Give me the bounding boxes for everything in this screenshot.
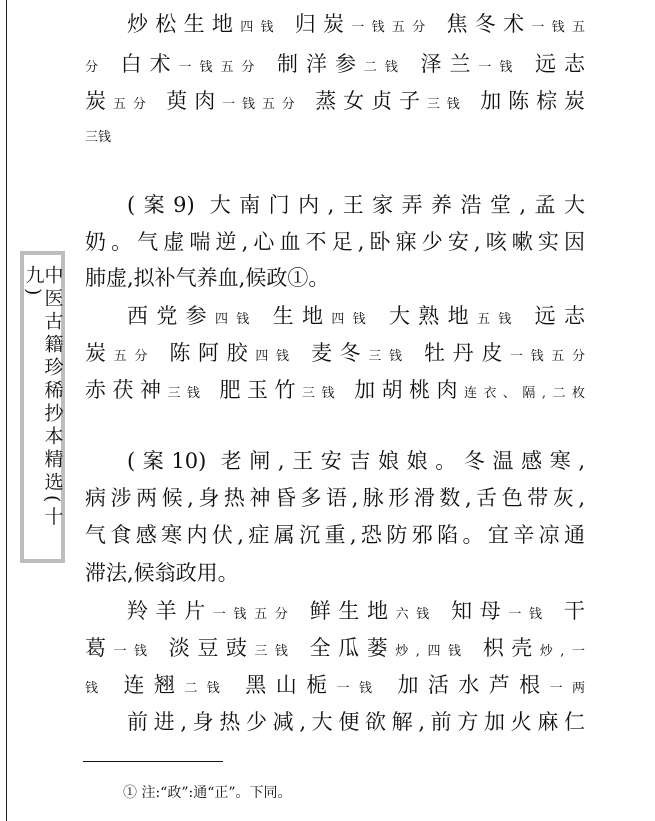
dosage-note: 一两 bbox=[549, 681, 585, 696]
text-run: 全瓜蒌 bbox=[295, 636, 396, 660]
text-run: 西党参 bbox=[127, 304, 215, 328]
text-run: 炭 bbox=[85, 341, 114, 365]
text-run: 白术 bbox=[105, 52, 179, 76]
text-run: 赤茯神 bbox=[85, 378, 168, 402]
text-run: 焦冬术 bbox=[432, 12, 532, 36]
dosage-note: 三钱 bbox=[85, 130, 112, 145]
dosage-note: 六钱 bbox=[395, 607, 437, 622]
text-run: 加陈棕炭 bbox=[466, 89, 585, 113]
text-run: 加胡桃肉 bbox=[340, 378, 464, 402]
page-edge-line bbox=[6, 0, 7, 821]
text-run: 加活水芦根 bbox=[381, 673, 550, 697]
dosage-note: 炒,一 bbox=[539, 644, 585, 659]
text-run: 远志 bbox=[519, 304, 585, 328]
text-line bbox=[85, 258, 585, 298]
text-line bbox=[85, 702, 585, 742]
dosage-note: 一钱五分 bbox=[212, 607, 296, 622]
text-run: 大熟地 bbox=[373, 304, 477, 328]
dosage-note: 五分 bbox=[112, 97, 153, 112]
text-run: 肥玉竹 bbox=[206, 378, 302, 402]
dosage-note: 三钱 bbox=[426, 97, 467, 112]
text-run: 病涉两候,身热神昏多语,脉形滑数,舌色带灰, bbox=[85, 486, 585, 510]
footnote-rule bbox=[83, 761, 223, 762]
text-run: 羚羊片 bbox=[127, 599, 213, 623]
text-run: 麦冬 bbox=[296, 341, 369, 365]
text-run: 牡丹皮 bbox=[409, 341, 510, 365]
dosage-note: 四钱 bbox=[255, 349, 297, 364]
text-line bbox=[85, 591, 585, 631]
text-line bbox=[85, 333, 585, 373]
dosage-note: 一钱 bbox=[508, 607, 550, 622]
series-label: 中医古籍珍稀抄本精选(十九) bbox=[22, 265, 64, 530]
dosage-note: 一钱 bbox=[113, 644, 155, 659]
text-line bbox=[85, 296, 585, 336]
dosage-note: 二钱 bbox=[363, 60, 406, 75]
dosage-note: 钱 bbox=[85, 681, 108, 696]
dosage-note: 连衣、隔,二枚 bbox=[463, 386, 585, 401]
text-run: 归炭 bbox=[280, 12, 352, 36]
dosage-note: 四钱 bbox=[331, 312, 374, 327]
text-run: 干 bbox=[549, 599, 585, 623]
text-line bbox=[85, 370, 585, 410]
text-line bbox=[85, 478, 585, 518]
text-line bbox=[85, 4, 585, 44]
text-run: (案10) 老闸,王安吉娘娘。冬温感寒, bbox=[127, 449, 585, 473]
text-run: 葛 bbox=[85, 636, 114, 660]
dosage-note: 三钱 bbox=[301, 386, 341, 401]
text-run: 气食感寒内伏,症属沉重,恐防邪陷。宜辛凉通 bbox=[85, 523, 585, 547]
text-run: (案9) 大南门内,王家弄养浩堂,孟大 bbox=[127, 193, 585, 217]
text-run: 蒸女贞子 bbox=[301, 89, 427, 113]
text-run: 炒松生地 bbox=[127, 12, 241, 36]
text-line bbox=[85, 628, 585, 668]
text-line bbox=[85, 515, 585, 555]
text-run: 制洋参 bbox=[262, 52, 364, 76]
text-run: 滞法,候翁政用。 bbox=[85, 561, 239, 585]
dosage-note: 四钱 bbox=[240, 20, 281, 35]
dosage-note: 五钱 bbox=[476, 312, 520, 327]
dosage-note: 一钱五分 bbox=[222, 97, 302, 112]
dosage-note: 五分 bbox=[113, 349, 155, 364]
text-run: 肺虚,拟补气养血,候政①。 bbox=[85, 266, 330, 290]
text-run: 炭 bbox=[85, 89, 113, 113]
text-line bbox=[85, 114, 585, 154]
text-line bbox=[85, 185, 585, 225]
text-line bbox=[85, 665, 585, 705]
text-run: 黑山栀 bbox=[229, 673, 337, 697]
text-run: 知母 bbox=[436, 599, 509, 623]
dosage-note: 一钱 bbox=[478, 60, 521, 75]
text-line bbox=[85, 441, 585, 481]
text-run: 奶。气虚喘逆,心血不足,卧寐少安,咳嗽实因 bbox=[85, 230, 585, 254]
dosage-note: 一钱五分 bbox=[178, 60, 263, 75]
dosage-note: 炒,四钱 bbox=[395, 644, 469, 659]
dosage-note: 四钱 bbox=[214, 312, 258, 327]
dosage-note: 三钱 bbox=[167, 386, 207, 401]
dosage-note: 一钱五分 bbox=[509, 349, 585, 364]
text-line bbox=[85, 553, 585, 593]
dosage-note: 二钱 bbox=[184, 681, 230, 696]
text-run: 鲜生地 bbox=[295, 599, 396, 623]
text-run: 前进,身热少减,大便欲解,前方加火麻仁 bbox=[127, 710, 585, 734]
text-run: 陈阿胶 bbox=[155, 341, 256, 365]
dosage-note: 一钱 bbox=[336, 681, 382, 696]
text-run: 泽兰 bbox=[405, 52, 479, 76]
text-run: 远志 bbox=[520, 52, 585, 76]
text-run: 淡豆豉 bbox=[154, 636, 255, 660]
text-run: 枳壳 bbox=[468, 636, 540, 660]
dosage-note: 三钱 bbox=[254, 644, 296, 659]
text-run: 生地 bbox=[257, 304, 332, 328]
text-run: 萸肉 bbox=[152, 89, 223, 113]
text-line bbox=[85, 44, 585, 84]
dosage-note: 一钱五分 bbox=[351, 20, 433, 35]
text-run: 连翘 bbox=[107, 673, 185, 697]
dosage-note: 分 bbox=[85, 60, 106, 75]
dosage-note: 一钱五 bbox=[531, 20, 585, 35]
dosage-note: 三钱 bbox=[368, 349, 410, 364]
text-line bbox=[85, 222, 585, 262]
footnote: ① 注:“政”:通“正”。下同。 bbox=[123, 785, 292, 801]
series-label-box bbox=[20, 251, 65, 563]
